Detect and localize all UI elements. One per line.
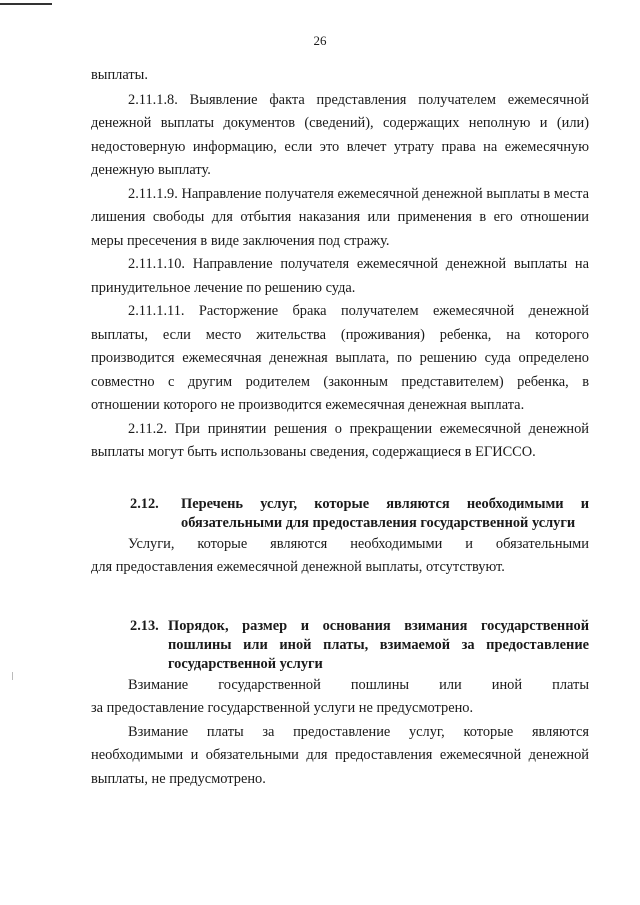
section-title: Перечень услуг, которые являются необходимыми и обязательными для предоставления государственной услуги <box>181 495 589 531</box>
paragraph-continuation: выплаты. <box>91 67 148 83</box>
corner-rule <box>0 3 52 5</box>
section-number: 2.13. <box>130 617 159 634</box>
margin-mark <box>12 672 13 680</box>
paragraph-2-11-1-10: 2.11.1.10. Направление получателя ежемесячной денежной выплаты на принудительное лечение по решению суда. <box>91 256 589 296</box>
paragraph-2-11-2: 2.11.2. При принятии решения о прекращении ежемесячной денежной выплаты могут быть использованы сведения, содержащиеся в ЕГИССО. <box>91 420 589 460</box>
section-number: 2.12. <box>130 495 159 512</box>
document-body <box>91 64 589 791</box>
paragraph-2-12-line-2: для предоставления ежемесячной денежной выплаты, отсутствуют. <box>91 559 505 575</box>
paragraph-2-12-line-1: Услуги, которые являются необходимыми и обязательными <box>128 535 589 552</box>
paragraph-2-13-line-1: Взимание государственной пошлины или иной платы <box>128 676 589 693</box>
paragraph-2-11-1-8: 2.11.1.8. Выявление факта представления получателем ежемесячной денежной выплаты документов (сведений), содержащих неполную и (или) недостоверную информацию, если это влечет утрату права на ежемесячную денежную выплату. <box>91 91 589 178</box>
section-title: Порядок, размер и основания взимания государственной пошлины или иной платы, взимаемой за предоставление государственной услуги <box>168 617 589 672</box>
paragraph-2-11-1-9: 2.11.1.9. Направление получателя ежемесячной денежной выплаты в места лишения свободы для отбытия наказания или применения в его отношении меры пресечения в виде заключения под стражу. <box>91 185 589 249</box>
section-heading-2-13 <box>130 617 589 674</box>
paragraph-2-13-fee: Взимание платы за предоставление услуг, которые являются необходимыми и обязательными для предоставления ежемесячной денежной выплаты, не предусмотрено. <box>91 723 589 787</box>
paragraph-2-13-line-2: за предоставление государственной услуги не предусмотрено. <box>91 700 474 716</box>
paragraph-2-11-1-11: 2.11.1.11. Расторжение брака получателем ежемесячной денежной выплаты, если место жительства (проживания) ребенка, на которого производится ежемесячная денежная выплата, по решению суда определено совместно с другим родителем (законным представителем) ребенка, в отношении которого не производится ежемесячная денежная выплата. <box>91 303 589 413</box>
section-heading-2-12 <box>130 495 589 533</box>
page-number: 26 <box>313 33 327 48</box>
